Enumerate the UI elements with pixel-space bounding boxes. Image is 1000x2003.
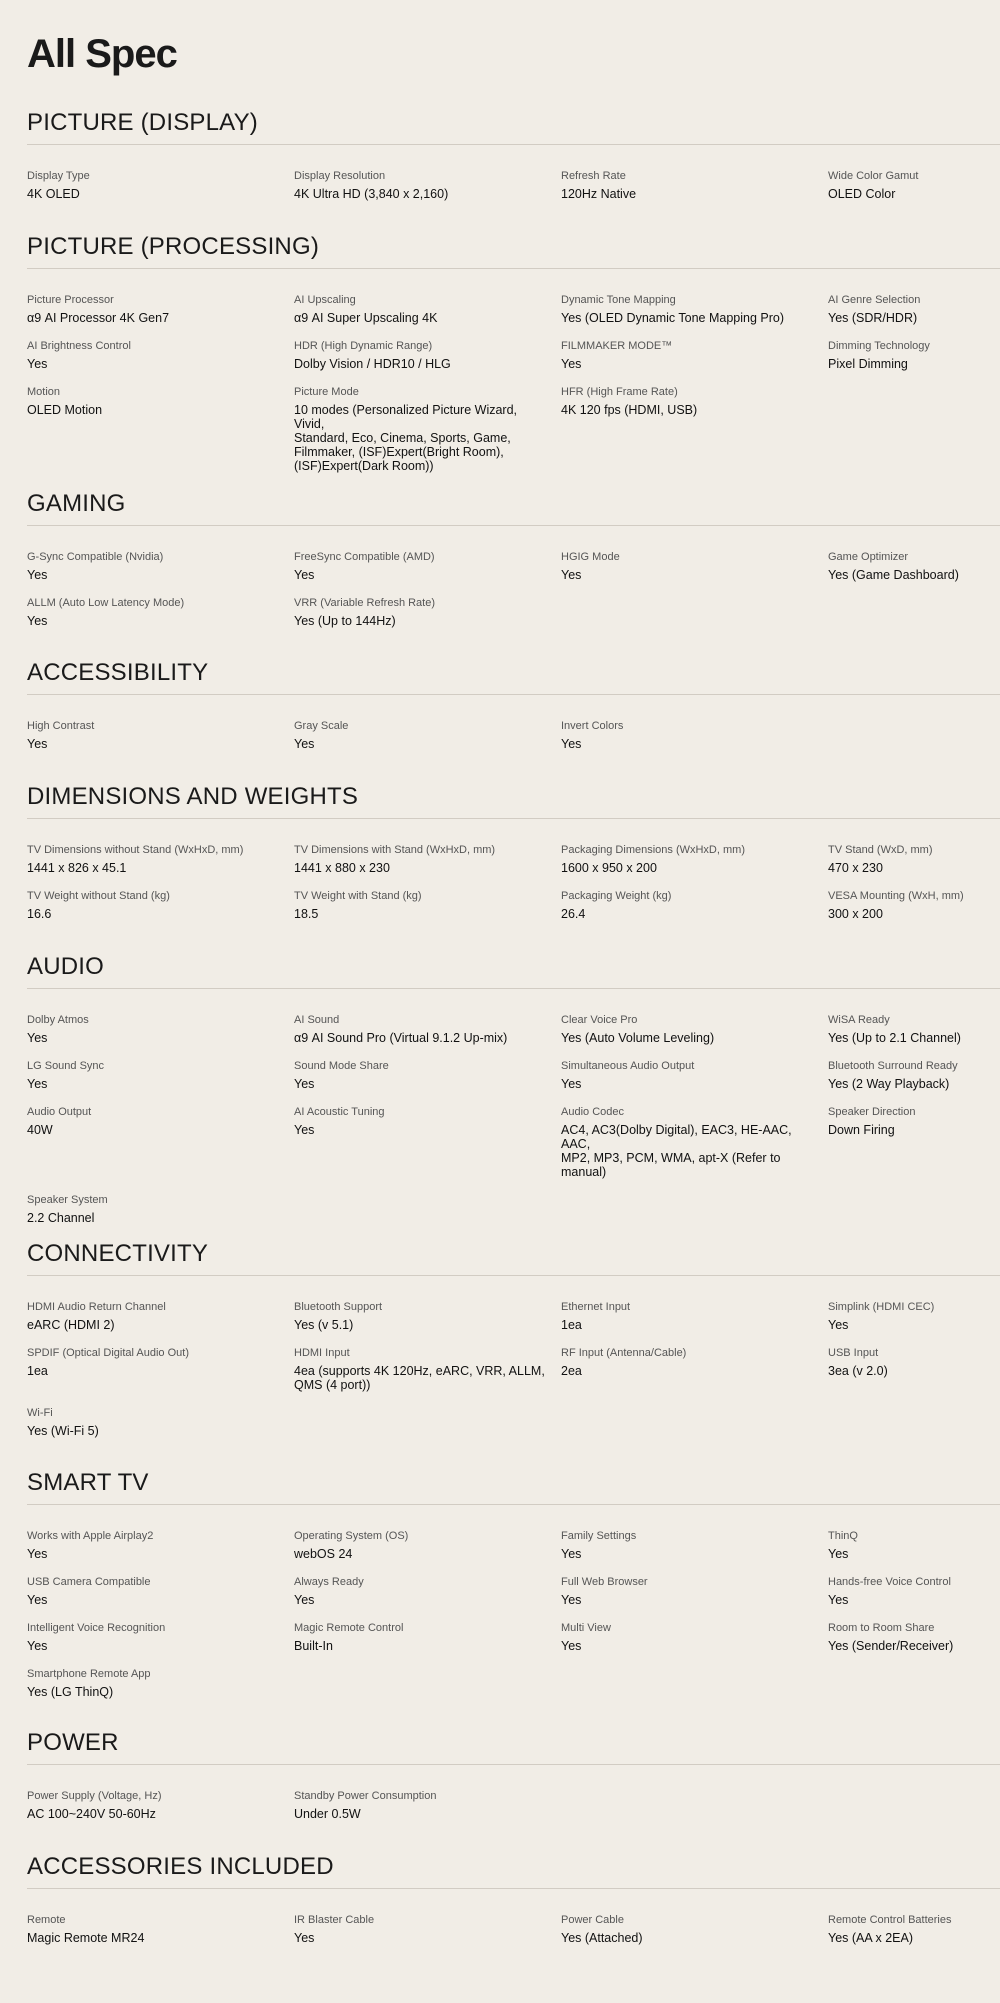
spec-label: VRR (Variable Refresh Rate) — [294, 597, 436, 609]
spec-item — [561, 719, 828, 751]
spec-value: Down Firing — [828, 1123, 895, 1137]
spec-label: Motion — [27, 386, 61, 398]
spec-value: Dolby Vision / HDR10 / HLG — [294, 357, 451, 371]
spec-label: Power Supply (Voltage, Hz) — [27, 1790, 162, 1802]
spec-label: Standby Power Consumption — [294, 1790, 437, 1802]
spec-value: 2ea — [561, 1364, 582, 1378]
spec-item — [294, 1013, 561, 1045]
spec-label: G-Sync Compatible (Nvidia) — [27, 551, 164, 563]
spec-label: Bluetooth Support — [294, 1301, 383, 1313]
spec-item — [27, 596, 294, 628]
spec-value: Yes — [561, 1593, 582, 1607]
spec-label: Game Optimizer — [828, 551, 909, 563]
spec-value: Yes — [27, 568, 48, 582]
spec-value: 10 modes (Personalized Picture Wizard, Vivid, Standard, Eco, Cinema, Sports, Game, Filmmaker, (ISF)Expert(Bright Room), (ISF)Expert(Dark Room)) — [294, 403, 518, 473]
spec-item — [27, 1346, 294, 1392]
spec-value: Yes — [294, 1931, 315, 1945]
spec-grid — [27, 293, 1000, 473]
spec-item — [294, 1300, 561, 1332]
spec-value: Yes — [27, 1547, 48, 1561]
spec-label: TV Weight with Stand (kg) — [294, 890, 422, 902]
spec-label: Full Web Browser — [561, 1576, 648, 1588]
spec-item — [27, 1406, 294, 1438]
spec-label: Ethernet Input — [561, 1301, 631, 1313]
spec-item — [828, 339, 1000, 371]
spec-item — [561, 169, 828, 201]
spec-label: Bluetooth Surround Ready — [828, 1060, 958, 1072]
spec-item — [27, 339, 294, 371]
spec-label: AI Sound — [294, 1014, 340, 1026]
spec-item — [294, 1575, 561, 1607]
spec-item — [561, 1300, 828, 1332]
spec-value: 2.2 Channel — [27, 1211, 95, 1225]
spec-item — [294, 843, 561, 875]
spec-label: HDMI Input — [294, 1347, 350, 1359]
spec-value: Yes — [27, 614, 48, 628]
spec-label: Packaging Weight (kg) — [561, 890, 672, 902]
spec-item — [294, 596, 561, 628]
spec-item — [561, 1013, 828, 1045]
spec-label: IR Blaster Cable — [294, 1914, 375, 1926]
spec-value: eARC (HDMI 2) — [27, 1318, 115, 1332]
spec-value: Yes — [27, 1077, 48, 1091]
spec-item — [27, 1193, 294, 1225]
spec-item — [294, 1105, 561, 1179]
spec-value: 1441 x 826 x 45.1 — [27, 861, 127, 875]
spec-value: Yes — [561, 1077, 582, 1091]
spec-item — [27, 293, 294, 325]
spec-value: Yes (Up to 144Hz) — [294, 614, 396, 628]
spec-item — [561, 1575, 828, 1607]
spec-label: Invert Colors — [561, 720, 624, 732]
spec-value: Yes — [561, 1639, 582, 1653]
spec-item — [561, 1346, 828, 1392]
spec-value: Yes — [294, 737, 315, 751]
spec-label: SPDIF (Optical Digital Audio Out) — [27, 1347, 190, 1359]
spec-item — [27, 550, 294, 582]
spec-value: OLED Motion — [27, 403, 103, 417]
spec-label: TV Stand (WxD, mm) — [828, 844, 933, 856]
spec-grid — [27, 550, 1000, 628]
spec-value: Yes — [561, 737, 582, 751]
spec-item — [294, 1059, 561, 1091]
spec-label: HDR (High Dynamic Range) — [294, 340, 433, 352]
spec-label: Display Type — [27, 170, 90, 182]
spec-item — [828, 550, 1000, 582]
spec-value: Yes (SDR/HDR) — [828, 311, 918, 325]
section-title: PICTURE (PROCESSING) — [27, 232, 1000, 269]
spec-grid — [27, 169, 1000, 201]
section-title: SMART TV — [27, 1468, 1000, 1505]
spec-item — [561, 385, 828, 473]
spec-item — [27, 1529, 294, 1561]
spec-item — [828, 1913, 1000, 1945]
section-power — [27, 1728, 1000, 1821]
spec-label: VESA Mounting (WxH, mm) — [828, 890, 964, 902]
spec-value: 1600 x 950 x 200 — [561, 861, 657, 875]
section-title: AUDIO — [27, 952, 1000, 989]
spec-label: HGIG Mode — [561, 551, 620, 563]
spec-value: α9 AI Processor 4K Gen7 — [27, 311, 170, 325]
section-title: PICTURE (DISPLAY) — [27, 108, 1000, 145]
spec-value: 16.6 — [27, 907, 52, 921]
spec-item — [27, 1575, 294, 1607]
spec-value: AC 100~240V 50-60Hz — [27, 1807, 156, 1821]
section-audio — [27, 952, 1000, 1225]
spec-value: Yes — [561, 1547, 582, 1561]
section-gaming — [27, 489, 1000, 628]
spec-item — [561, 339, 828, 371]
spec-value: Yes — [828, 1318, 849, 1332]
spec-item — [561, 550, 828, 582]
spec-label: AI Acoustic Tuning — [294, 1106, 385, 1118]
spec-label: Power Cable — [561, 1914, 624, 1926]
spec-item — [828, 1346, 1000, 1392]
spec-item — [828, 1300, 1000, 1332]
spec-value: Yes — [294, 1593, 315, 1607]
spec-item — [27, 1667, 294, 1699]
spec-item — [294, 293, 561, 325]
spec-label: RF Input (Antenna/Cable) — [561, 1347, 687, 1359]
section-title: POWER — [27, 1728, 1000, 1765]
spec-value: Yes (2 Way Playback) — [828, 1077, 950, 1091]
spec-grid — [27, 719, 1000, 751]
spec-label: TV Dimensions with Stand (WxHxD, mm) — [294, 844, 496, 856]
spec-value: Yes — [27, 737, 48, 751]
spec-label: AI Genre Selection — [828, 294, 921, 306]
section-dimensions — [27, 782, 1000, 921]
spec-value: OLED Color — [828, 187, 896, 201]
spec-item — [561, 889, 828, 921]
spec-value: Magic Remote MR24 — [27, 1931, 145, 1945]
section-title: CONNECTIVITY — [27, 1239, 1000, 1276]
spec-item — [294, 1913, 561, 1945]
spec-label: Wide Color Gamut — [828, 170, 919, 182]
spec-value: 4K Ultra HD (3,840 x 2,160) — [294, 187, 449, 201]
spec-item — [27, 843, 294, 875]
spec-value: 1441 x 880 x 230 — [294, 861, 390, 875]
spec-label: Clear Voice Pro — [561, 1014, 638, 1026]
spec-label: Display Resolution — [294, 170, 386, 182]
spec-item — [561, 1913, 828, 1945]
spec-item — [828, 1059, 1000, 1091]
spec-value: Yes — [294, 568, 315, 582]
spec-item — [27, 385, 294, 473]
spec-value: 1ea — [561, 1318, 582, 1332]
spec-label: Multi View — [561, 1622, 611, 1634]
spec-label: LG Sound Sync — [27, 1060, 105, 1072]
spec-item — [27, 1059, 294, 1091]
section-smart-tv — [27, 1468, 1000, 1699]
spec-label: Simplink (HDMI CEC) — [828, 1301, 935, 1313]
spec-value: Yes — [294, 1123, 315, 1137]
spec-value: Yes (Attached) — [561, 1931, 643, 1945]
spec-item — [828, 1575, 1000, 1607]
spec-value: Yes (v 5.1) — [294, 1318, 354, 1332]
spec-item — [294, 385, 561, 473]
spec-item — [294, 169, 561, 201]
spec-value: 3ea (v 2.0) — [828, 1364, 888, 1378]
spec-item — [27, 1105, 294, 1179]
spec-label: WiSA Ready — [828, 1014, 890, 1026]
spec-label: USB Camera Compatible — [27, 1576, 151, 1588]
spec-value: Built-In — [294, 1639, 333, 1653]
spec-label: Always Ready — [294, 1576, 364, 1588]
spec-value: 4ea (supports 4K 120Hz, eARC, VRR, ALLM, QMS (4 port)) — [294, 1364, 545, 1392]
spec-item — [828, 1529, 1000, 1561]
spec-label: Packaging Dimensions (WxHxD, mm) — [561, 844, 745, 856]
spec-item — [27, 889, 294, 921]
spec-item — [294, 1789, 561, 1821]
spec-value: Yes — [561, 568, 582, 582]
spec-label: TV Dimensions without Stand (WxHxD, mm) — [27, 844, 244, 856]
spec-value: Yes — [561, 357, 582, 371]
spec-label: USB Input — [828, 1347, 879, 1359]
spec-item — [561, 1105, 828, 1179]
spec-value: Yes — [27, 1031, 48, 1045]
spec-value: Yes (LG ThinQ) — [27, 1685, 114, 1699]
spec-grid — [27, 1529, 1000, 1699]
section-title: GAMING — [27, 489, 1000, 526]
spec-item — [294, 719, 561, 751]
spec-label: Remote — [27, 1914, 66, 1926]
spec-value: Yes (Sender/Receiver) — [828, 1639, 954, 1653]
spec-label: Dynamic Tone Mapping — [561, 294, 676, 306]
spec-item — [828, 843, 1000, 875]
spec-label: Refresh Rate — [561, 170, 626, 182]
spec-item — [294, 339, 561, 371]
spec-value: Yes (Up to 2.1 Channel) — [828, 1031, 961, 1045]
spec-item — [828, 1105, 1000, 1179]
spec-value: 26.4 — [561, 907, 586, 921]
spec-label: Speaker System — [27, 1194, 108, 1206]
spec-label: HDMI Audio Return Channel — [27, 1301, 166, 1313]
spec-item — [27, 169, 294, 201]
spec-label: TV Weight without Stand (kg) — [27, 890, 170, 902]
spec-value: Yes (Wi-Fi 5) — [27, 1424, 99, 1438]
spec-value: AC4, AC3(Dolby Digital), EAC3, HE-AAC, AAC, MP2, MP3, PCM, WMA, apt-X (Refer to manual) — [561, 1123, 792, 1179]
spec-value: Yes — [27, 1593, 48, 1607]
spec-item — [294, 889, 561, 921]
spec-label: Sound Mode Share — [294, 1060, 389, 1072]
spec-grid — [27, 843, 1000, 921]
spec-grid — [27, 1013, 1000, 1225]
spec-label: Remote Control Batteries — [828, 1914, 952, 1926]
spec-item — [27, 1789, 294, 1821]
spec-value: 40W — [27, 1123, 53, 1137]
section-accessibility — [27, 658, 1000, 751]
spec-label: Family Settings — [561, 1530, 637, 1542]
section-accessories — [27, 1852, 1000, 1945]
spec-label: Picture Processor — [27, 294, 114, 306]
section-picture-processing — [27, 232, 1000, 473]
spec-value: Yes — [828, 1547, 849, 1561]
spec-item — [828, 169, 1000, 201]
spec-label: Room to Room Share — [828, 1622, 935, 1634]
spec-label: Intelligent Voice Recognition — [27, 1622, 166, 1634]
spec-value: Yes — [294, 1077, 315, 1091]
spec-grid — [27, 1300, 1000, 1438]
spec-grid — [27, 1913, 1000, 1945]
spec-label: Operating System (OS) — [294, 1530, 409, 1542]
section-title: ACCESSORIES INCLUDED — [27, 1852, 1000, 1889]
spec-item — [27, 1621, 294, 1653]
spec-label: ALLM (Auto Low Latency Mode) — [27, 597, 185, 609]
spec-value: Yes (Game Dashboard) — [828, 568, 959, 582]
spec-item — [294, 1346, 561, 1392]
spec-value: 4K OLED — [27, 187, 80, 201]
spec-value: α9 AI Sound Pro (Virtual 9.1.2 Up-mix) — [294, 1031, 508, 1045]
spec-label: Magic Remote Control — [294, 1622, 404, 1634]
spec-item — [828, 1013, 1000, 1045]
spec-label: AI Brightness Control — [27, 340, 131, 352]
spec-value: 18.5 — [294, 907, 319, 921]
spec-item — [27, 719, 294, 751]
section-picture-display — [27, 108, 1000, 201]
spec-label: Audio Codec — [561, 1106, 624, 1118]
spec-item — [828, 1621, 1000, 1653]
spec-item — [561, 843, 828, 875]
spec-item — [27, 1013, 294, 1045]
spec-grid — [27, 1789, 1000, 1821]
spec-label: Dimming Technology — [828, 340, 930, 352]
spec-label: ThinQ — [828, 1530, 858, 1542]
spec-label: Picture Mode — [294, 386, 359, 398]
spec-value: 470 x 230 — [828, 861, 883, 875]
spec-label: Audio Output — [27, 1106, 92, 1118]
spec-item — [561, 293, 828, 325]
spec-label: Smartphone Remote App — [27, 1668, 151, 1680]
spec-item — [561, 1529, 828, 1561]
section-connectivity — [27, 1239, 1000, 1438]
spec-item — [828, 889, 1000, 921]
spec-label: Simultaneous Audio Output — [561, 1060, 695, 1072]
spec-value: Yes — [828, 1593, 849, 1607]
spec-value: Yes (AA x 2EA) — [828, 1931, 913, 1945]
spec-value: Yes — [27, 1639, 48, 1653]
spec-value: 120Hz Native — [561, 187, 637, 201]
page-title: All Spec — [27, 32, 177, 76]
spec-item — [294, 1529, 561, 1561]
spec-label: Gray Scale — [294, 720, 349, 732]
spec-label: FreeSync Compatible (AMD) — [294, 551, 435, 563]
spec-label: Works with Apple Airplay2 — [27, 1530, 154, 1542]
spec-label: HFR (High Frame Rate) — [561, 386, 678, 398]
spec-label: Speaker Direction — [828, 1106, 916, 1118]
spec-item — [294, 1621, 561, 1653]
spec-value: Under 0.5W — [294, 1807, 361, 1821]
spec-value: Pixel Dimming — [828, 357, 908, 371]
spec-value: webOS 24 — [294, 1547, 353, 1561]
spec-label: Hands-free Voice Control — [828, 1576, 951, 1588]
spec-value: α9 AI Super Upscaling 4K — [294, 311, 438, 325]
spec-value: 300 x 200 — [828, 907, 883, 921]
spec-value: 1ea — [27, 1364, 48, 1378]
spec-item — [561, 1621, 828, 1653]
spec-label: FILMMAKER MODE™ — [561, 340, 673, 352]
spec-label: AI Upscaling — [294, 294, 356, 306]
spec-value: Yes (Auto Volume Leveling) — [561, 1031, 715, 1045]
spec-label: High Contrast — [27, 720, 95, 732]
spec-value: Yes — [27, 357, 48, 371]
spec-value: Yes (OLED Dynamic Tone Mapping Pro) — [561, 311, 785, 325]
section-title: ACCESSIBILITY — [27, 658, 1000, 695]
spec-item — [294, 550, 561, 582]
spec-item — [27, 1300, 294, 1332]
section-title: DIMENSIONS AND WEIGHTS — [27, 782, 1000, 819]
spec-value: 4K 120 fps (HDMI, USB) — [561, 403, 698, 417]
spec-item — [828, 293, 1000, 325]
spec-item — [27, 1913, 294, 1945]
spec-label: Dolby Atmos — [27, 1014, 89, 1026]
spec-item — [561, 1059, 828, 1091]
spec-label: Wi-Fi — [27, 1407, 53, 1419]
